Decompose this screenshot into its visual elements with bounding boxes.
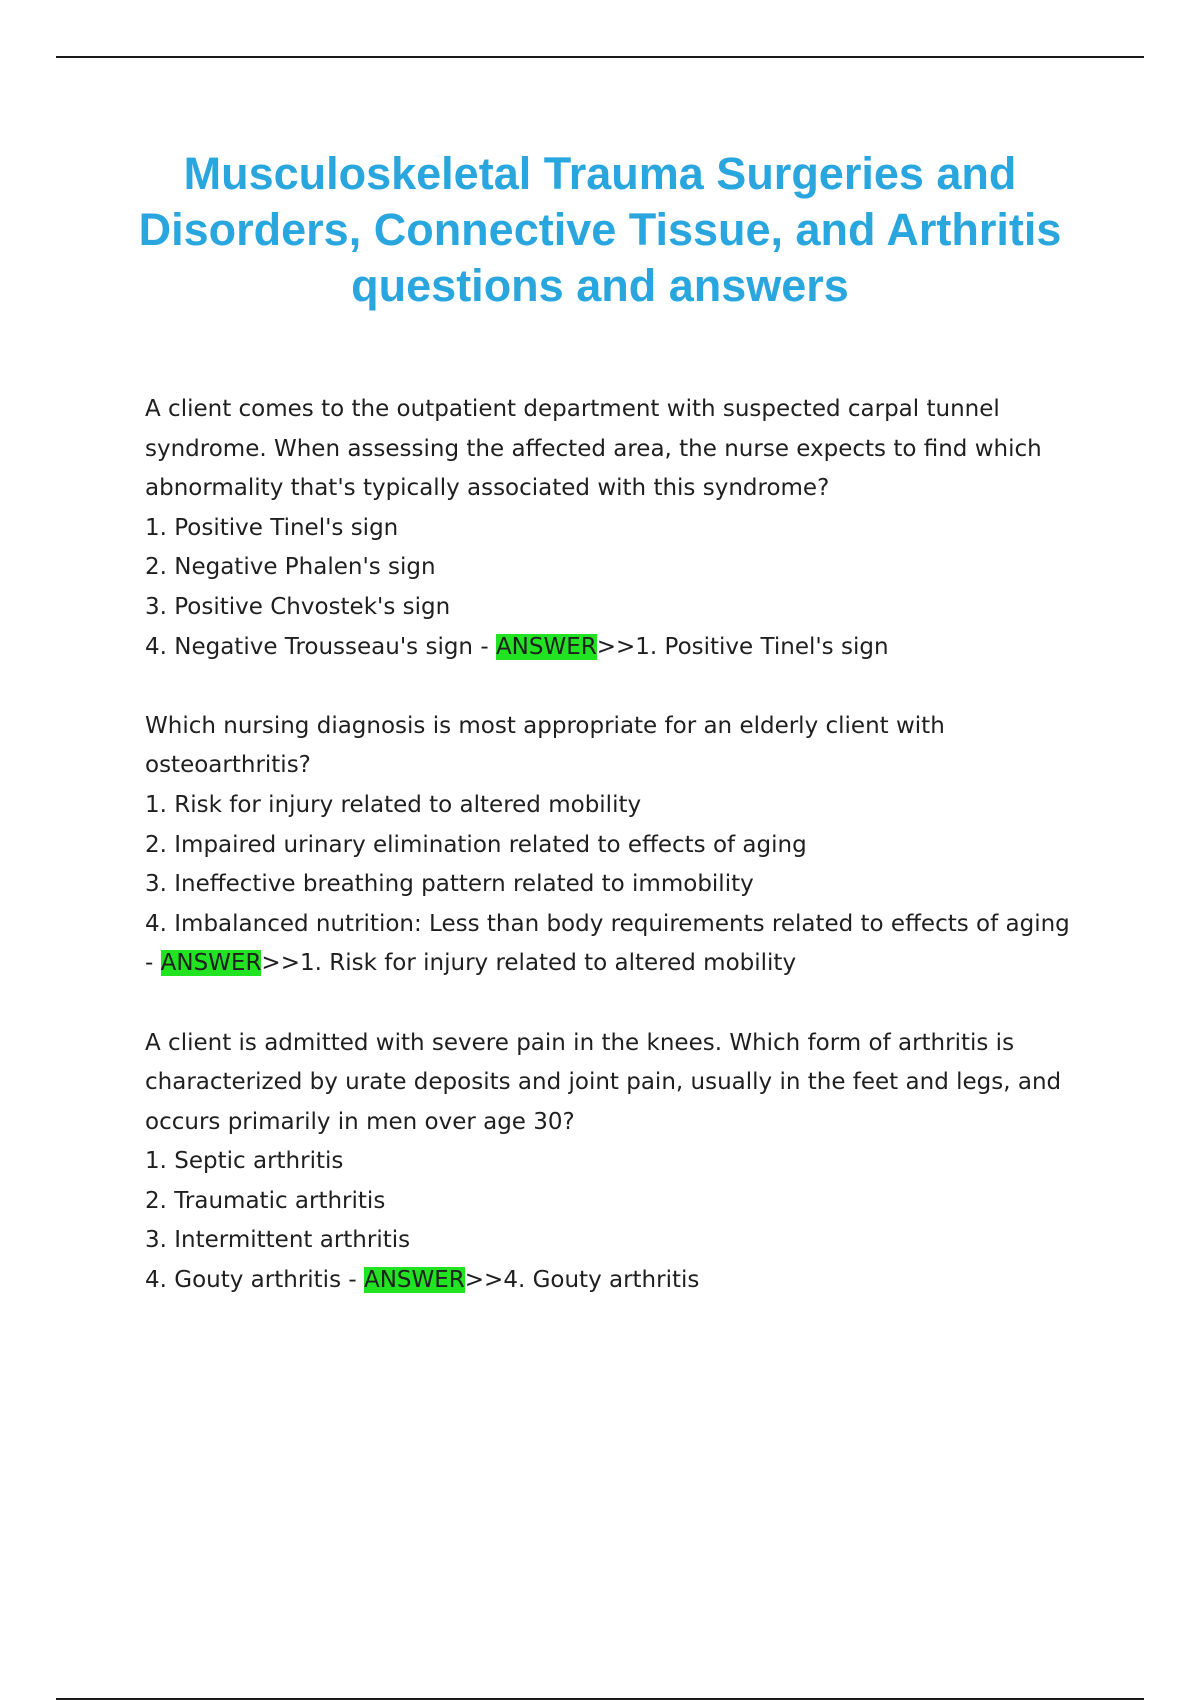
option-3: 3. Intermittent arthritis	[145, 1227, 411, 1254]
option-4: 4. Gouty arthritis -	[145, 1267, 364, 1294]
option-4-with-answer	[145, 1261, 1085, 1301]
option-2: 2. Impaired urinary elimination related to effects of aging	[145, 831, 807, 858]
answer-highlight: ANSWER	[160, 950, 262, 977]
option-4: 4. Negative Trousseau's sign -	[145, 633, 496, 660]
option-3: 3. Positive Chvostek's sign	[145, 593, 451, 620]
answer-text: >>4. Gouty arthritis	[464, 1267, 700, 1294]
answer-text: >>1. Risk for injury related to altered mobility	[261, 950, 797, 977]
answer-text: >>1. Positive Tinel's sign	[596, 633, 889, 660]
option-1: 1. Septic arthritis	[145, 1148, 344, 1175]
answer-highlight: ANSWER	[363, 1267, 465, 1294]
question-stem: A client is admitted with severe pain in the knees. Which form of arthritis is characterized by urate deposits and joint pain, usually in the feet and legs, and occurs primarily in men over age 30?	[145, 1029, 1062, 1135]
option-1: 1. Positive Tinel's sign	[145, 514, 399, 541]
option-2: 2. Negative Phalen's sign	[145, 554, 436, 581]
option-1: 1. Risk for injury related to altered mobility	[145, 791, 642, 818]
question-stem: A client comes to the outpatient department with suspected carpal tunnel syndrome. When assessing the affected area, the nurse expects to find which abnormality that's typically associated with this syndrome?	[145, 396, 1042, 502]
question-2	[145, 707, 1085, 984]
option-4-with-answer	[145, 905, 1085, 984]
question-1	[145, 390, 1085, 667]
document-title: Musculoskeletal Trauma Surgeries and Disorders, Connective Tissue, and Arthritis questions and answers	[138, 148, 1062, 311]
question-3	[145, 1024, 1085, 1301]
option-3: 3. Ineffective breathing pattern related to immobility	[145, 871, 754, 898]
option-4: 4. Imbalanced nutrition: Less than body requirements related to effects of aging -	[145, 910, 1070, 977]
question-stem: Which nursing diagnosis is most appropriate for an elderly client with osteoarthritis?	[145, 712, 945, 779]
qa-content	[145, 390, 1085, 1340]
answer-highlight: ANSWER	[495, 633, 597, 660]
option-4-with-answer	[145, 628, 1085, 668]
top-rule	[56, 56, 1144, 58]
option-2: 2. Traumatic arthritis	[145, 1187, 386, 1214]
